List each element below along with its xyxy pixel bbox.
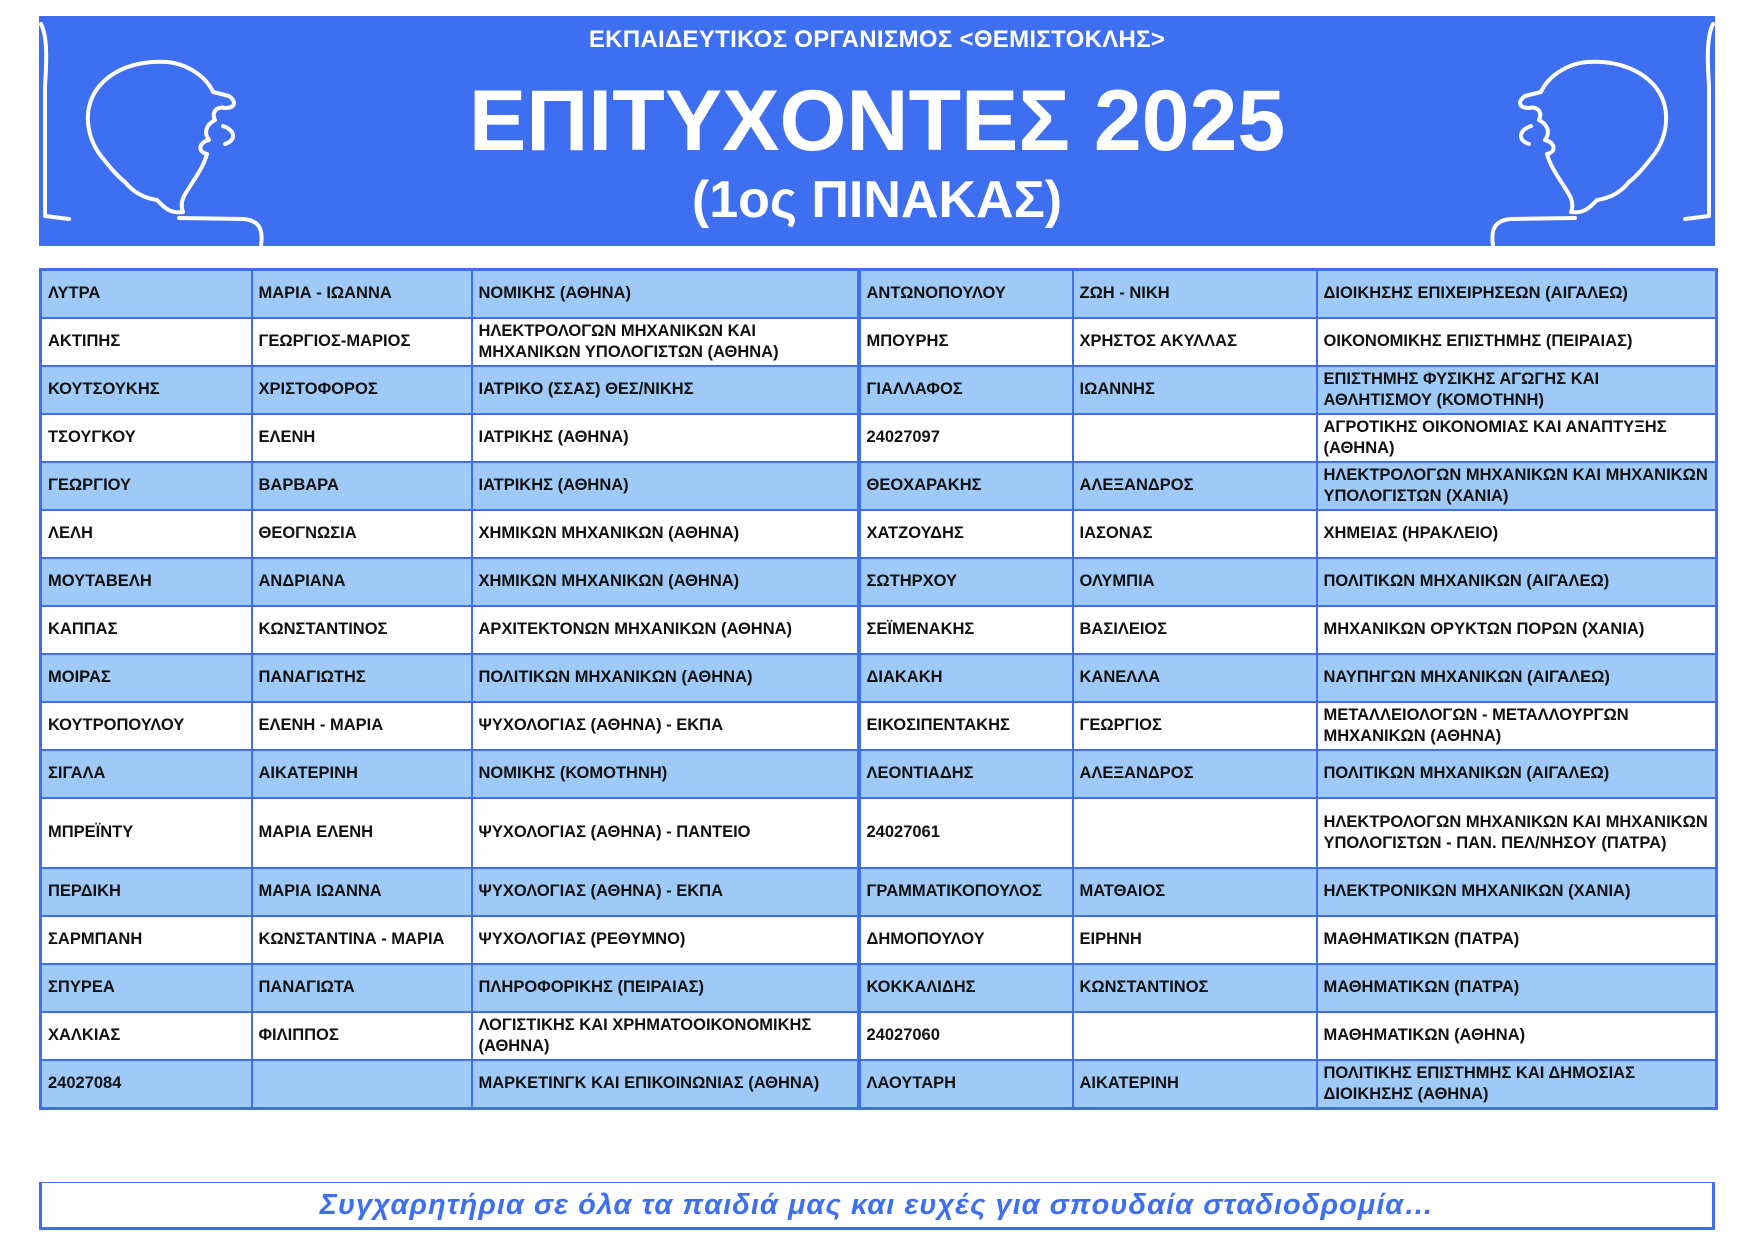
table-row xyxy=(41,750,1717,798)
student-surname-cell: ΣΙΓΑΛΑ xyxy=(41,750,252,798)
student-surname-cell: ΑΝΤΩΝΟΠΟΥΛΟΥ xyxy=(859,270,1073,318)
student-surname-cell: ΚΟΥΤΣΟΥΚΗΣ xyxy=(41,366,252,414)
student-school-cell: ΨΥΧΟΛΟΓΙΑΣ (ΑΘΗΝΑ) - ΕΚΠΑ xyxy=(472,868,859,916)
student-surname-cell: ΧΑΛΚΙΑΣ xyxy=(41,1012,252,1060)
student-name-cell xyxy=(1073,414,1317,462)
student-surname-cell: ΑΚΤΙΠΗΣ xyxy=(41,318,252,366)
student-name-cell: ΠΑΝΑΓΙΩΤΑ xyxy=(252,964,472,1012)
student-name-cell: ΒΑΣΙΛΕΙΟΣ xyxy=(1073,606,1317,654)
student-surname-cell: ΛΑΟΥΤΑΡΗ xyxy=(859,1060,1073,1109)
student-name-cell: ΕΛΕΝΗ xyxy=(252,414,472,462)
student-name-cell xyxy=(252,1060,472,1109)
student-school-cell: ΠΟΛΙΤΙΚΩΝ ΜΗΧΑΝΙΚΩΝ (ΑΙΓΑΛΕΩ) xyxy=(1317,750,1717,798)
student-surname-cell: ΣΠΥΡΕΑ xyxy=(41,964,252,1012)
table-row xyxy=(41,366,1717,414)
student-surname-cell: ΤΣΟΥΓΚΟΥ xyxy=(41,414,252,462)
student-surname-cell: 24027060 xyxy=(859,1012,1073,1060)
table-row xyxy=(41,964,1717,1012)
student-name-cell: ΘΕΟΓΝΩΣΙΑ xyxy=(252,510,472,558)
student-surname-cell: ΠΕΡΔΙΚΗ xyxy=(41,868,252,916)
student-surname-cell: ΔΙΑΚΑΚΗ xyxy=(859,654,1073,702)
student-name-cell: ΜΑΡΙΑ - ΙΩΑΝΝΑ xyxy=(252,270,472,318)
student-school-cell: ΜΑΡΚΕΤΙΝΓΚ ΚΑΙ ΕΠΙΚΟΙΝΩΝΙΑΣ (ΑΘΗΝΑ) xyxy=(472,1060,859,1109)
student-name-cell: ΙΑΣΟΝΑΣ xyxy=(1073,510,1317,558)
student-school-cell: ΧΗΜΙΚΩΝ ΜΗΧΑΝΙΚΩΝ (ΑΘΗΝΑ) xyxy=(472,558,859,606)
student-name-cell: ΦΙΛΙΠΠΟΣ xyxy=(252,1012,472,1060)
student-school-cell: ΨΥΧΟΛΟΓΙΑΣ (ΑΘΗΝΑ) - ΕΚΠΑ xyxy=(472,702,859,750)
student-name-cell: ΑΙΚΑΤΕΡΙΝΗ xyxy=(252,750,472,798)
student-name-cell: ΚΑΝΕΛΛΑ xyxy=(1073,654,1317,702)
thinker-head-outline-icon xyxy=(1475,16,1715,246)
student-school-cell: ΗΛΕΚΤΡΟΛΟΓΩΝ ΜΗΧΑΝΙΚΩΝ ΚΑΙ ΜΗΧΑΝΙΚΩΝ ΥΠΟΛΟΓΙΣΤΩΝ (ΑΘΗΝΑ) xyxy=(472,318,859,366)
student-surname-cell: ΧΑΤΖΟΥΔΗΣ xyxy=(859,510,1073,558)
table-row xyxy=(41,318,1717,366)
student-name-cell: ΧΡΗΣΤΟΣ ΑΚΥΛΛΑΣ xyxy=(1073,318,1317,366)
student-school-cell: ΨΥΧΟΛΟΓΙΑΣ (ΡΕΘΥΜΝΟ) xyxy=(472,916,859,964)
student-name-cell: ΠΑΝΑΓΙΩΤΗΣ xyxy=(252,654,472,702)
student-surname-cell: ΛΕΛΗ xyxy=(41,510,252,558)
student-school-cell: ΜΗΧΑΝΙΚΩΝ ΟΡΥΚΤΩΝ ΠΟΡΩΝ (ΧΑΝΙΑ) xyxy=(1317,606,1717,654)
student-name-cell xyxy=(1073,1012,1317,1060)
results-table-body xyxy=(41,270,1717,1109)
student-surname-cell: ΚΟΥΤΡΟΠΟΥΛΟΥ xyxy=(41,702,252,750)
student-surname-cell: ΓΡΑΜΜΑΤΙΚΟΠΟΥΛΟΣ xyxy=(859,868,1073,916)
student-name-cell: ΖΩΗ - ΝΙΚΗ xyxy=(1073,270,1317,318)
student-name-cell: ΑΛΕΞΑΝΔΡΟΣ xyxy=(1073,750,1317,798)
table-row xyxy=(41,510,1717,558)
student-school-cell: ΠΟΛΙΤΙΚΗΣ ΕΠΙΣΤΗΜΗΣ ΚΑΙ ΔΗΜΟΣΙΑΣ ΔΙΟΙΚΗΣΗΣ (ΑΘΗΝΑ) xyxy=(1317,1060,1717,1109)
student-name-cell: ΑΙΚΑΤΕΡΙΝΗ xyxy=(1073,1060,1317,1109)
student-surname-cell: ΣΩΤΗΡΧΟΥ xyxy=(859,558,1073,606)
results-table-container xyxy=(39,268,1715,1110)
student-name-cell: ΕΙΡΗΝΗ xyxy=(1073,916,1317,964)
student-name-cell: ΒΑΡΒΑΡΑ xyxy=(252,462,472,510)
student-school-cell: ΛΟΓΙΣΤΙΚΗΣ ΚΑΙ ΧΡΗΜΑΤΟΟΙΚΟΝΟΜΙΚΗΣ (ΑΘΗΝΑ) xyxy=(472,1012,859,1060)
student-school-cell: ΑΓΡΟΤΙΚΗΣ ΟΙΚΟΝΟΜΙΑΣ ΚΑΙ ΑΝΑΠΤΥΞΗΣ (ΑΘΗΝΑ) xyxy=(1317,414,1717,462)
student-name-cell: ΙΩΑΝΝΗΣ xyxy=(1073,366,1317,414)
student-name-cell: ΑΝΔΡΙΑΝΑ xyxy=(252,558,472,606)
table-row xyxy=(41,916,1717,964)
student-name-cell xyxy=(1073,798,1317,868)
student-school-cell: ΧΗΜΙΚΩΝ ΜΗΧΑΝΙΚΩΝ (ΑΘΗΝΑ) xyxy=(472,510,859,558)
table-row xyxy=(41,558,1717,606)
table-row xyxy=(41,606,1717,654)
student-school-cell: ΗΛΕΚΤΡΟΛΟΓΩΝ ΜΗΧΑΝΙΚΩΝ ΚΑΙ ΜΗΧΑΝΙΚΩΝ ΥΠΟΛΟΓΙΣΤΩΝ - ΠΑΝ. ΠΕΛ/ΝΗΣΟΥ (ΠΑΤΡΑ) xyxy=(1317,798,1717,868)
student-name-cell: ΜΑΤΘΑΙΟΣ xyxy=(1073,868,1317,916)
table-row xyxy=(41,414,1717,462)
student-school-cell: ΕΠΙΣΤΗΜΗΣ ΦΥΣΙΚΗΣ ΑΓΩΓΗΣ ΚΑΙ ΑΘΛΗΤΙΣΜΟΥ (ΚΟΜΟΤΗΝΗ) xyxy=(1317,366,1717,414)
student-surname-cell: ΛΥΤΡΑ xyxy=(41,270,252,318)
student-school-cell: ΙΑΤΡΙΚΗΣ (ΑΘΗΝΑ) xyxy=(472,414,859,462)
student-surname-cell: ΚΑΠΠΑΣ xyxy=(41,606,252,654)
student-name-cell: ΚΩΝΣΤΑΝΤΙΝΑ - ΜΑΡΙΑ xyxy=(252,916,472,964)
student-school-cell: ΜΑΘΗΜΑΤΙΚΩΝ (ΑΘΗΝΑ) xyxy=(1317,1012,1717,1060)
student-name-cell: ΧΡΙΣΤΟΦΟΡΟΣ xyxy=(252,366,472,414)
student-name-cell: ΜΑΡΙΑ ΙΩΑΝΝΑ xyxy=(252,868,472,916)
table-row xyxy=(41,1060,1717,1109)
table-row xyxy=(41,798,1717,868)
student-school-cell: ΗΛΕΚΤΡΟΛΟΓΩΝ ΜΗΧΑΝΙΚΩΝ ΚΑΙ ΜΗΧΑΝΙΚΩΝ ΥΠΟΛΟΓΙΣΤΩΝ (ΧΑΝΙΑ) xyxy=(1317,462,1717,510)
student-surname-cell: ΘΕΟΧΑΡΑΚΗΣ xyxy=(859,462,1073,510)
student-school-cell: ΜΑΘΗΜΑΤΙΚΩΝ (ΠΑΤΡΑ) xyxy=(1317,916,1717,964)
student-school-cell: ΜΑΘΗΜΑΤΙΚΩΝ (ΠΑΤΡΑ) xyxy=(1317,964,1717,1012)
student-school-cell: ΗΛΕΚΤΡΟΝΙΚΩΝ ΜΗΧΑΝΙΚΩΝ (ΧΑΝΙΑ) xyxy=(1317,868,1717,916)
student-surname-cell: ΛΕΟΝΤΙΑΔΗΣ xyxy=(859,750,1073,798)
organization-name: ΕΚΠΑΙΔΕΥΤΙΚΟΣ ΟΡΓΑΝΙΣΜΟΣ <ΘΕΜΙΣΤΟΚΛΗΣ> xyxy=(588,26,1166,53)
table-row xyxy=(41,462,1717,510)
table-row xyxy=(41,702,1717,750)
student-surname-cell: ΣΑΡΜΠΑΝΗ xyxy=(41,916,252,964)
student-surname-cell: ΚΟΚΚΑΛΙΔΗΣ xyxy=(859,964,1073,1012)
student-school-cell: ΝΟΜΙΚΗΣ (ΚΟΜΟΤΗΝΗ) xyxy=(472,750,859,798)
student-school-cell: ΝΟΜΙΚΗΣ (ΑΘΗΝΑ) xyxy=(472,270,859,318)
student-surname-cell: ΓΙΑΛΛΑΦΟΣ xyxy=(859,366,1073,414)
student-school-cell: ΝΑΥΠΗΓΩΝ ΜΗΧΑΝΙΚΩΝ (ΑΙΓΑΛΕΩ) xyxy=(1317,654,1717,702)
student-name-cell: ΓΕΩΡΓΙΟΣ xyxy=(1073,702,1317,750)
student-surname-cell: ΜΟΥΤΑΒΕΛΗ xyxy=(41,558,252,606)
student-school-cell: ΠΟΛΙΤΙΚΩΝ ΜΗΧΑΝΙΚΩΝ (ΑΙΓΑΛΕΩ) xyxy=(1317,558,1717,606)
student-surname-cell: ΕΙΚΟΣΙΠΕΝΤΑΚΗΣ xyxy=(859,702,1073,750)
student-surname-cell: ΜΠΟΥΡΗΣ xyxy=(859,318,1073,366)
table-row xyxy=(41,654,1717,702)
student-surname-cell: ΣΕΪΜΕΝΑΚΗΣ xyxy=(859,606,1073,654)
student-surname-cell: ΜΠΡΕΪΝΤΥ xyxy=(41,798,252,868)
student-school-cell: ΜΕΤΑΛΛΕΙΟΛΟΓΩΝ - ΜΕΤΑΛΛΟΥΡΓΩΝ ΜΗΧΑΝΙΚΩΝ (ΑΘΗΝΑ) xyxy=(1317,702,1717,750)
table-row xyxy=(41,1012,1717,1060)
results-table xyxy=(39,268,1718,1110)
student-name-cell: ΚΩΝΣΤΑΝΤΙΝΟΣ xyxy=(1073,964,1317,1012)
student-name-cell: ΑΛΕΞΑΝΔΡΟΣ xyxy=(1073,462,1317,510)
student-school-cell: ΑΡΧΙΤΕΚΤΟΝΩΝ ΜΗΧΑΝΙΚΩΝ (ΑΘΗΝΑ) xyxy=(472,606,859,654)
student-school-cell: ΧΗΜΕΙΑΣ (ΗΡΑΚΛΕΙΟ) xyxy=(1317,510,1717,558)
student-name-cell: ΚΩΝΣΤΑΝΤΙΝΟΣ xyxy=(252,606,472,654)
page-subtitle: (1ος ΠΙΝΑΚΑΣ) xyxy=(691,171,1063,229)
table-row xyxy=(41,868,1717,916)
student-school-cell: ΔΙΟΙΚΗΣΗΣ ΕΠΙΧΕΙΡΗΣΕΩΝ (ΑΙΓΑΛΕΩ) xyxy=(1317,270,1717,318)
student-name-cell: ΟΛΥΜΠΙΑ xyxy=(1073,558,1317,606)
table-row xyxy=(41,270,1717,318)
student-school-cell: ΨΥΧΟΛΟΓΙΑΣ (ΑΘΗΝΑ) - ΠΑΝΤΕΙΟ xyxy=(472,798,859,868)
page-title: ΕΠΙΤΥΧΟΝΤΕΣ 2025 xyxy=(468,73,1286,169)
student-school-cell: ΠΛΗΡΟΦΟΡΙΚΗΣ (ΠΕΙΡΑΙΑΣ) xyxy=(472,964,859,1012)
student-surname-cell: ΜΟΙΡΑΣ xyxy=(41,654,252,702)
student-school-cell: ΠΟΛΙΤΙΚΩΝ ΜΗΧΑΝΙΚΩΝ (ΑΘΗΝΑ) xyxy=(472,654,859,702)
student-school-cell: ΟΙΚΟΝΟΜΙΚΗΣ ΕΠΙΣΤΗΜΗΣ (ΠΕΙΡΑΙΑΣ) xyxy=(1317,318,1717,366)
header-banner xyxy=(39,16,1715,246)
student-surname-cell: ΓΕΩΡΓΙΟΥ xyxy=(41,462,252,510)
congratulations-message: Συγχαρητήρια σε όλα τα παιδιά μας και ευχές για σπουδαία σταδιοδρομία… xyxy=(319,1189,1435,1221)
footer-message-box xyxy=(39,1182,1715,1230)
student-school-cell: ΙΑΤΡΙΚΟ (ΣΣΑΣ) ΘΕΣ/ΝΙΚΗΣ xyxy=(472,366,859,414)
student-surname-cell: 24027061 xyxy=(859,798,1073,868)
student-surname-cell: 24027097 xyxy=(859,414,1073,462)
student-surname-cell: ΔΗΜΟΠΟΥΛΟΥ xyxy=(859,916,1073,964)
student-name-cell: ΓΕΩΡΓΙΟΣ-ΜΑΡΙΟΣ xyxy=(252,318,472,366)
student-surname-cell: 24027084 xyxy=(41,1060,252,1109)
student-name-cell: ΕΛΕΝΗ - ΜΑΡΙΑ xyxy=(252,702,472,750)
student-name-cell: ΜΑΡΙΑ ΕΛΕΝΗ xyxy=(252,798,472,868)
student-school-cell: ΙΑΤΡΙΚΗΣ (ΑΘΗΝΑ) xyxy=(472,462,859,510)
